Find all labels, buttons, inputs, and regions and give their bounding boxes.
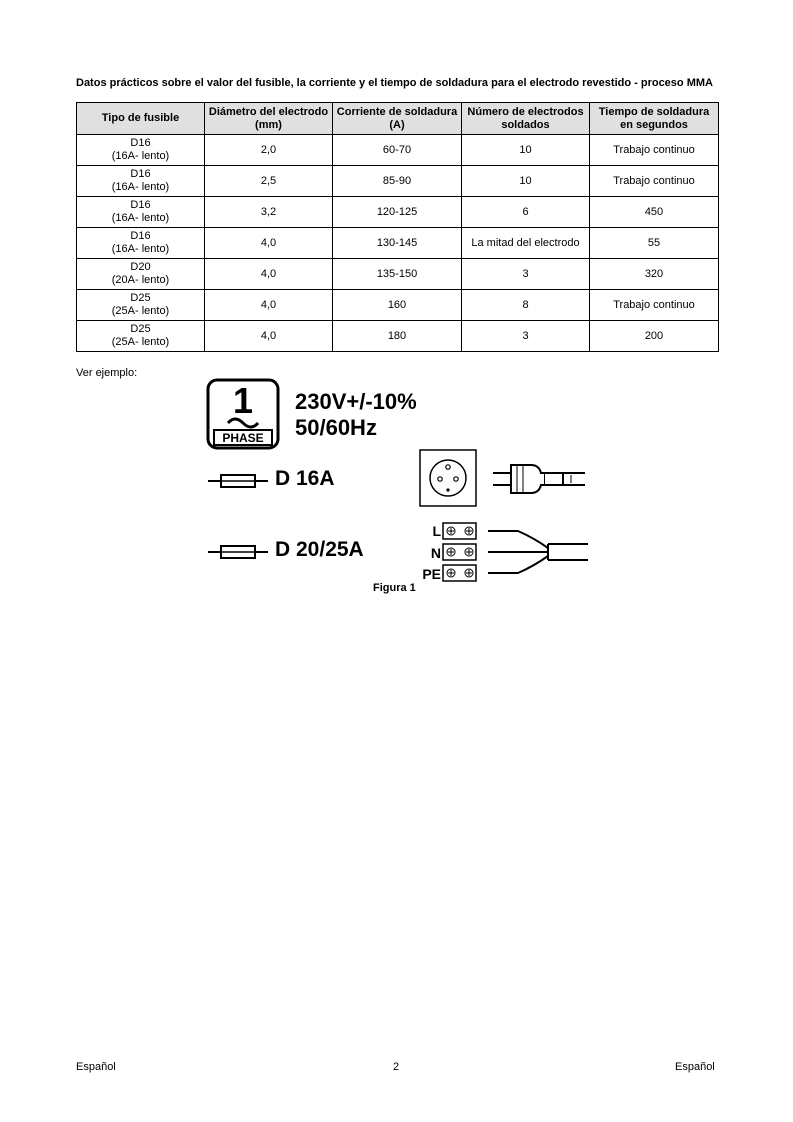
terminal-label-l: L	[432, 523, 441, 539]
figure-caption: Figura 1	[373, 582, 416, 594]
cell-current: 60-70	[333, 135, 462, 166]
cell-electrodes: 10	[462, 135, 590, 166]
plug-icon	[493, 459, 585, 499]
cell-time: Trabajo continuo	[590, 135, 719, 166]
cell-fuse: D20 (20A- lento)	[77, 259, 205, 290]
header-electrodes-welded: Número de electrodos soldados	[462, 103, 590, 135]
fuse-icon	[208, 470, 268, 492]
terminal-label-pe: PE	[422, 566, 441, 582]
cell-time: Trabajo continuo	[590, 290, 719, 321]
cell-time: 450	[590, 197, 719, 228]
cell-diameter: 4,0	[205, 290, 333, 321]
header-welding-time: Tiempo de soldadura en segundos	[590, 103, 719, 135]
table-row	[77, 290, 719, 321]
terminal-block-icon	[416, 520, 588, 584]
cell-fuse: D16 (16A- lento)	[77, 166, 205, 197]
table-row	[77, 166, 719, 197]
page-number: 2	[393, 1061, 400, 1073]
footer-language-left: Español	[76, 1061, 116, 1073]
phase-number: 1	[232, 380, 254, 421]
socket-icon	[419, 449, 477, 507]
cell-fuse: D16 (16A- lento)	[77, 228, 205, 259]
table-row	[77, 259, 719, 290]
cell-diameter: 2,0	[205, 135, 333, 166]
header-electrode-diameter: Diámetro del electrodo (mm)	[205, 103, 333, 135]
document-title: Datos prácticos sobre el valor del fusible, la corriente y el tiempo de soldadura para el electrodo revestido - proceso MMA	[76, 77, 713, 89]
terminal-label-n: N	[430, 545, 441, 561]
header-welding-current: Corriente de soldadura (A)	[333, 103, 462, 135]
cell-electrodes: 10	[462, 166, 590, 197]
single-phase-icon	[206, 378, 280, 450]
fuse-icon	[208, 541, 268, 563]
fuse-data-table	[76, 102, 719, 352]
cell-electrodes: 3	[462, 321, 590, 352]
cell-electrodes: La mitad del electrodo	[462, 228, 590, 259]
table-row	[77, 321, 719, 352]
phase-label: PHASE	[222, 431, 264, 445]
cell-diameter: 3,2	[205, 197, 333, 228]
cell-current: 130-145	[333, 228, 462, 259]
cell-current: 135-150	[333, 259, 462, 290]
cell-time: 320	[590, 259, 719, 290]
table-row	[77, 135, 719, 166]
cell-time: 200	[590, 321, 719, 352]
cell-time: 55	[590, 228, 719, 259]
cell-fuse: D25 (25A- lento)	[77, 290, 205, 321]
cell-fuse: D16 (16A- lento)	[77, 197, 205, 228]
cell-electrodes: 3	[462, 259, 590, 290]
cell-fuse: D16 (16A- lento)	[77, 135, 205, 166]
cell-current: 160	[333, 290, 462, 321]
fuse-large-label: D 20/25A	[275, 538, 364, 561]
voltage-label: 230V+/-10%	[295, 389, 417, 414]
cell-diameter: 4,0	[205, 228, 333, 259]
table-row	[77, 228, 719, 259]
cell-electrodes: 8	[462, 290, 590, 321]
table-header-row	[77, 103, 719, 135]
cell-diameter: 2,5	[205, 166, 333, 197]
see-example-label: Ver ejemplo:	[76, 367, 138, 379]
cell-electrodes: 6	[462, 197, 590, 228]
footer-language-right: Español	[675, 1061, 715, 1073]
cell-fuse: D25 (25A- lento)	[77, 321, 205, 352]
header-fuse-type: Tipo de fusible	[77, 103, 205, 135]
cell-diameter: 4,0	[205, 259, 333, 290]
frequency-label: 50/60Hz	[295, 415, 377, 440]
cell-current: 120-125	[333, 197, 462, 228]
cell-current: 180	[333, 321, 462, 352]
cell-current: 85-90	[333, 166, 462, 197]
cell-diameter: 4,0	[205, 321, 333, 352]
cell-time: Trabajo continuo	[590, 166, 719, 197]
fuse-small-label: D 16A	[275, 467, 335, 490]
table-row	[77, 197, 719, 228]
